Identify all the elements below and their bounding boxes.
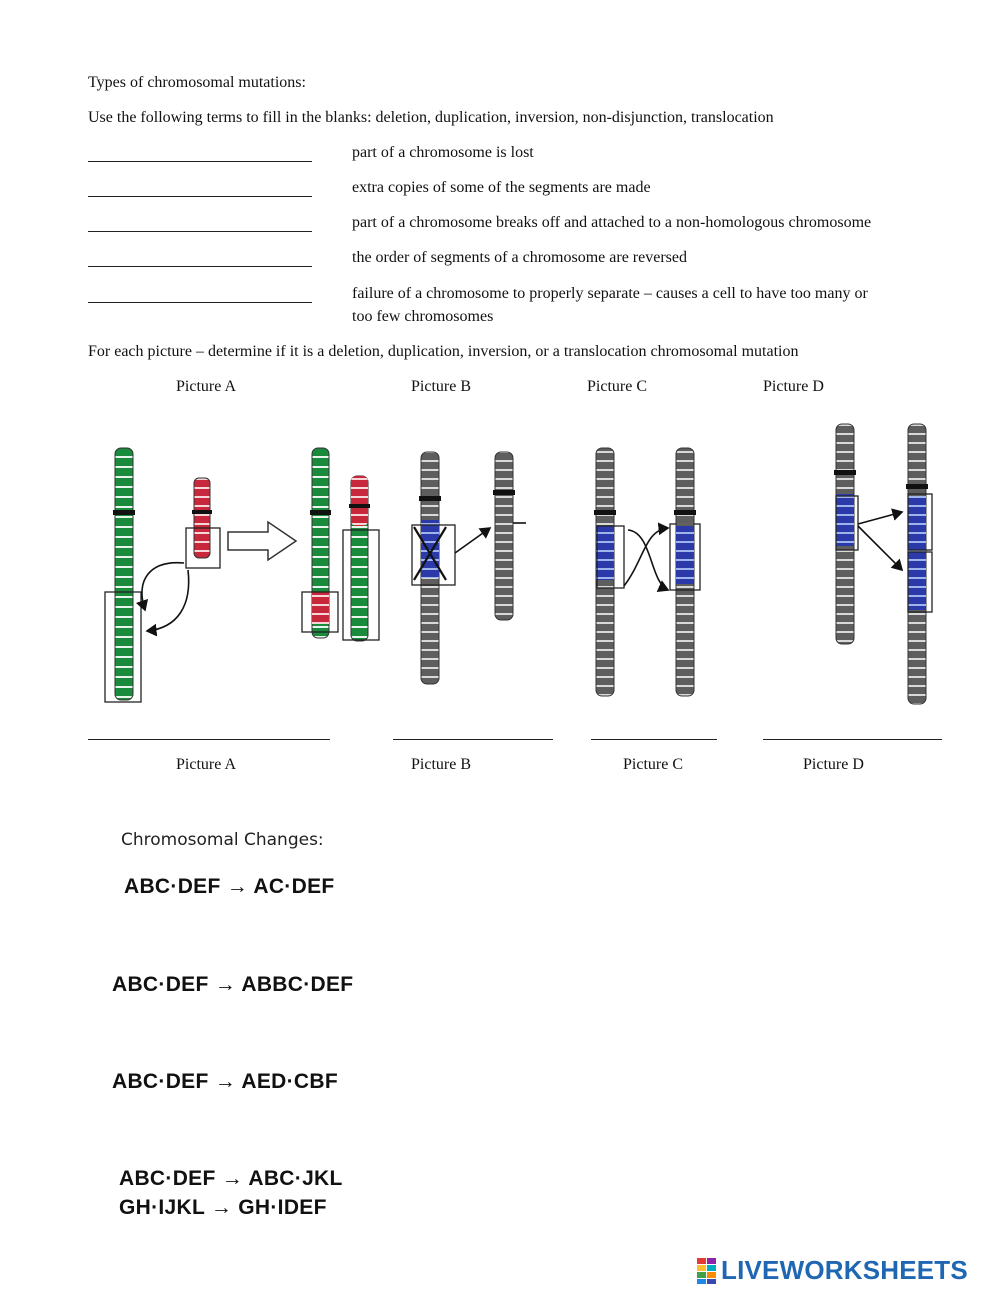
picture-a-label-top: Picture A — [176, 378, 236, 395]
change-4-line1: ABC·DEF → ABC·JKL — [119, 1167, 343, 1190]
picture-d-label-top: Picture D — [763, 378, 824, 395]
liveworksheets-logo — [697, 1255, 968, 1286]
picture-a-label-bottom: Picture A — [176, 756, 236, 773]
chromosome-diagram — [0, 410, 1000, 720]
change-2: ABC·DEF → ABBC·DEF — [112, 973, 354, 996]
change-4-line2: GH·IJKL → GH·IDEF — [119, 1196, 327, 1219]
definition-4: the order of segments of a chromosome are reversed — [352, 249, 687, 266]
picture-c-answer-blank[interactable] — [591, 739, 717, 740]
definition-5-line1: failure of a chromosome to properly separate – causes a cell to have too many or — [352, 285, 868, 302]
definition-1: part of a chromosome is lost — [352, 144, 534, 161]
instructions: Use the following terms to fill in the blanks: deletion, duplication, inversion, non-disjunction, translocation — [88, 109, 774, 126]
picture-c-diagram — [594, 448, 700, 696]
answer-blank-3[interactable] — [88, 231, 312, 232]
picture-c-label-bottom: Picture C — [623, 756, 683, 773]
worksheet-heading: Types of chromosomal mutations: — [88, 74, 306, 91]
picture-d-diagram — [834, 424, 932, 704]
change-1: ABC·DEF → AC·DEF — [124, 875, 335, 898]
answer-blank-2[interactable] — [88, 196, 312, 197]
changes-title: Chromosomal Changes: — [121, 830, 324, 850]
answer-blank-4[interactable] — [88, 266, 312, 267]
definition-3: part of a chromosome breaks off and attached to a non-homologous chromosome — [352, 214, 872, 231]
picture-d-label-bottom: Picture D — [803, 756, 864, 773]
liveworksheets-icon — [697, 1258, 717, 1284]
definition-2: extra copies of some of the segments are made — [352, 179, 651, 196]
picture-d-answer-blank[interactable] — [763, 739, 942, 740]
picture-b-diagram — [412, 452, 526, 684]
definition-5-line2: too few chromosomes — [352, 308, 494, 325]
picture-b-answer-blank[interactable] — [393, 739, 553, 740]
picture-prompt: For each picture – determine if it is a deletion, duplication, inversion, or a translocation chromosomal mutation — [88, 343, 799, 360]
picture-b-label-bottom: Picture B — [411, 756, 471, 773]
brand-name: LIVEWORKSHEETS — [721, 1255, 968, 1285]
answer-blank-5[interactable] — [88, 302, 312, 303]
picture-c-label-top: Picture C — [587, 378, 647, 395]
change-3: ABC·DEF → AED·CBF — [112, 1070, 338, 1093]
answer-blank-1[interactable] — [88, 161, 312, 162]
picture-a-diagram — [105, 448, 379, 702]
picture-b-label-top: Picture B — [411, 378, 471, 395]
picture-a-answer-blank[interactable] — [88, 739, 330, 740]
